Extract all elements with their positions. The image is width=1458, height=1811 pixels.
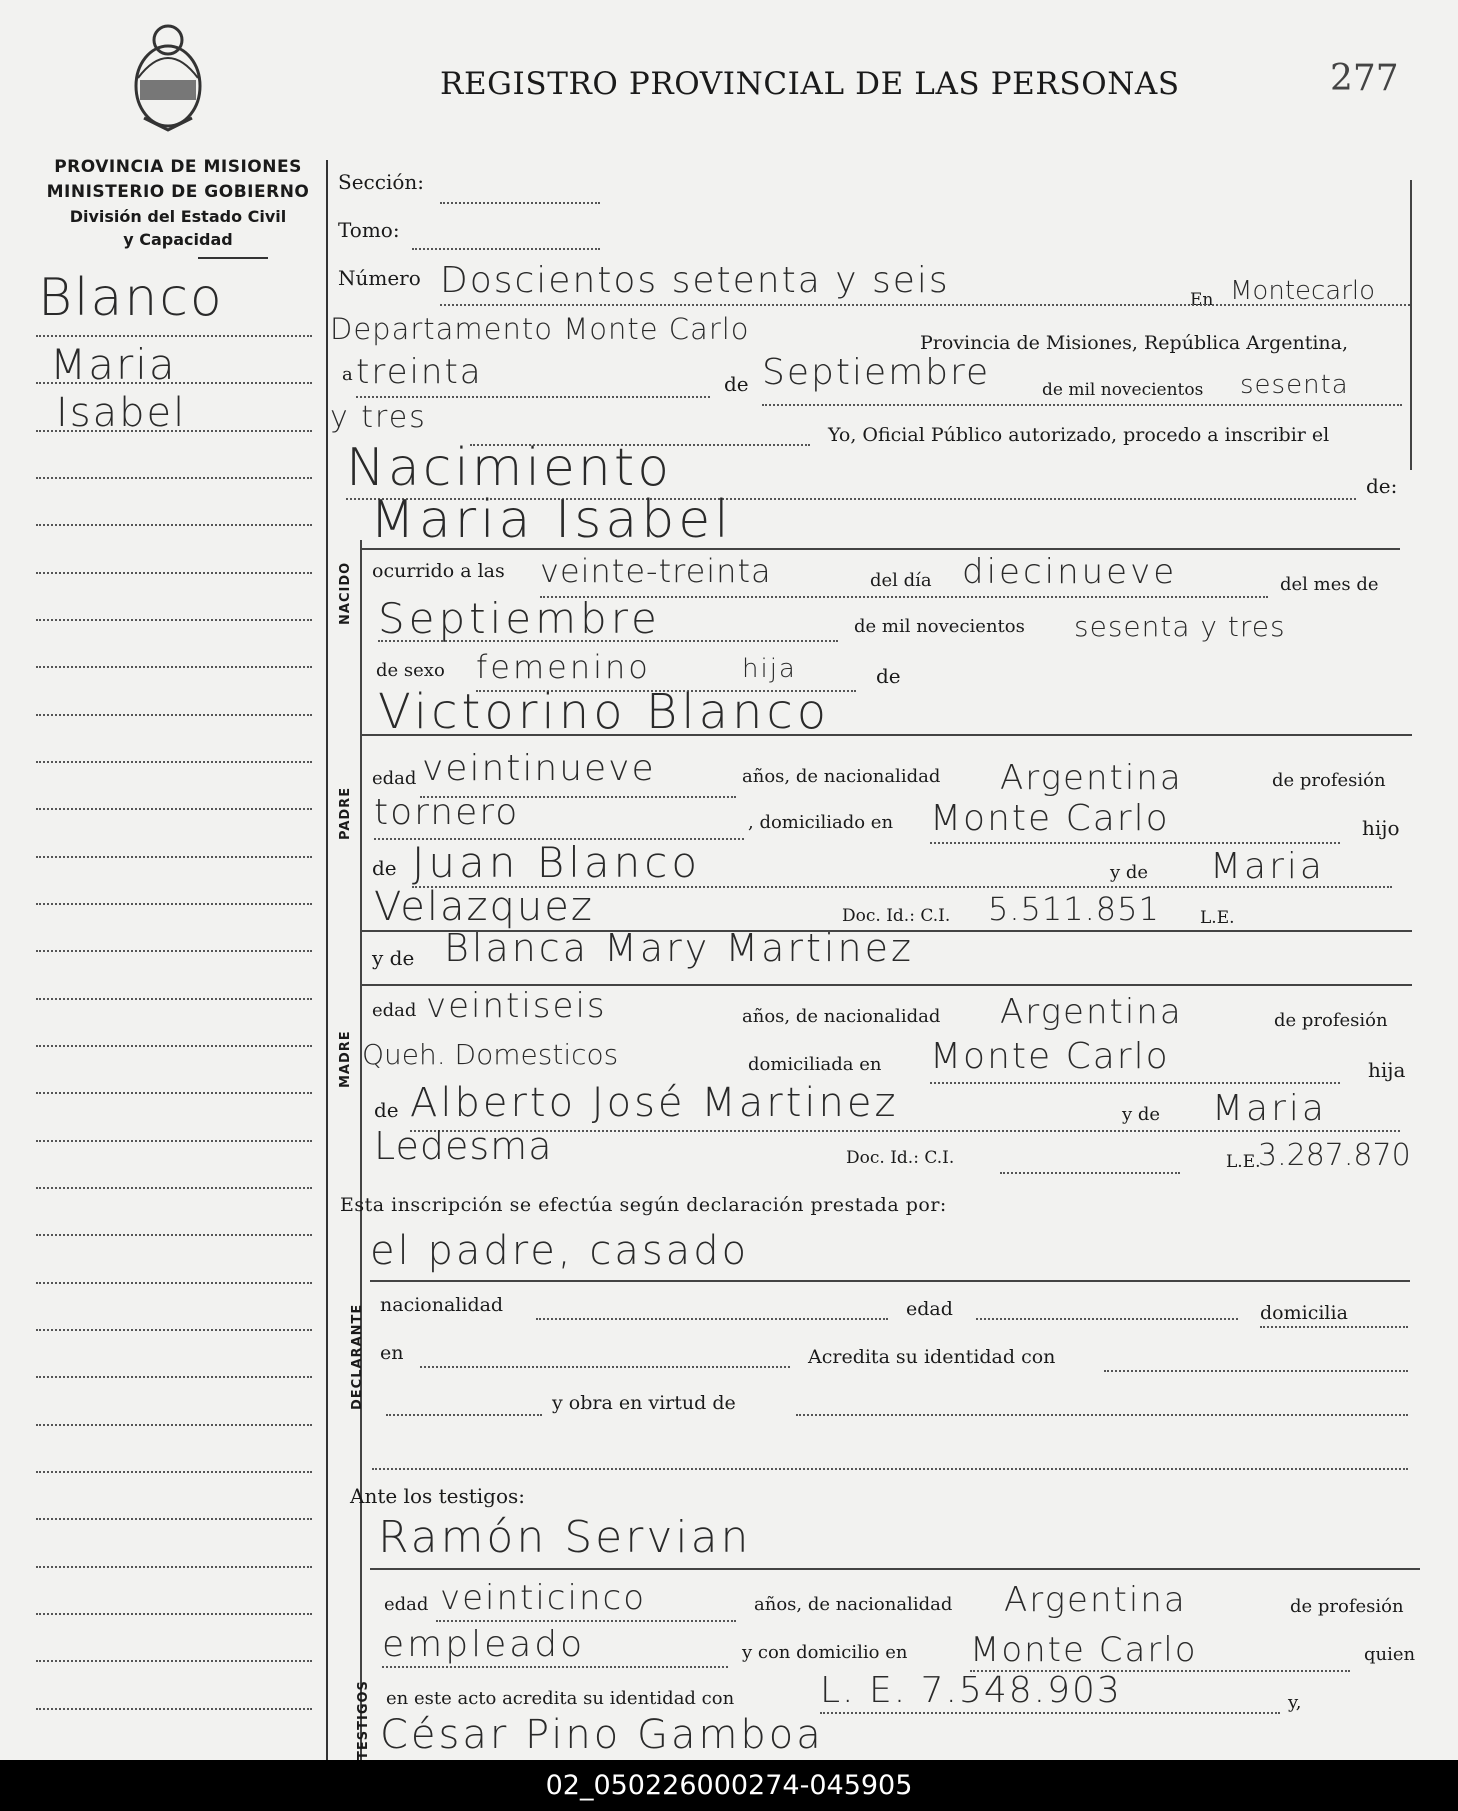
- a-label: a: [342, 364, 353, 385]
- margin-line: [36, 856, 312, 858]
- padre-edad-value: veintinueve: [422, 748, 656, 789]
- margin-line: [36, 1376, 312, 1378]
- testigo1-doc-value: L. E. 7.548.903: [820, 1670, 1122, 1711]
- tomo-field: [412, 248, 600, 250]
- margin-line: [36, 1708, 312, 1710]
- margin-second-name: Isabel: [56, 390, 187, 436]
- declarante-section-label: DECLARANTE: [350, 1303, 365, 1410]
- nacido-section-label: NACIDO: [338, 561, 353, 625]
- padre-de-label: de: [372, 856, 397, 880]
- fecha-field-line: [762, 404, 1402, 406]
- nacido-anio-label: de mil novecientos: [854, 616, 1025, 637]
- declarante-en-label: en: [380, 1342, 404, 1364]
- padre-profesion-value: tornero: [374, 792, 520, 833]
- divider: [360, 540, 362, 1770]
- testigo1-edad-value: veinticinco: [440, 1578, 646, 1618]
- testigo-domicilio-label: y con domicilio en: [742, 1642, 908, 1663]
- fecha-dia-field: [356, 396, 710, 398]
- margin-line: [36, 998, 312, 1000]
- oficial-text: Yo, Oficial Público autorizado, procedo a inscribir el: [828, 424, 1330, 446]
- declarante-intro: Esta inscripción se efectúa según declaración prestada por:: [340, 1194, 947, 1216]
- declarante-acredita-label: Acredita su identidad con: [808, 1346, 1056, 1368]
- testigo-nac-label: años, de nacionalidad: [754, 1594, 953, 1615]
- testigo1-nombre-field: [370, 1568, 1420, 1570]
- padre-hijo-label: hijo: [1362, 816, 1400, 840]
- madre-le-label: L.E.: [1226, 1152, 1261, 1172]
- anio-label: de mil novecientos: [1042, 380, 1204, 400]
- province-label: PROVINCIA DE MISIONES: [54, 157, 302, 177]
- de-label: de: [724, 372, 749, 396]
- margin-line: [36, 903, 312, 905]
- inscripto-field-line: [360, 548, 1400, 550]
- madre-profesion-label: de profesión: [1274, 1010, 1388, 1031]
- margin-line: [36, 1518, 312, 1520]
- testigo-quien-label: quien: [1364, 1644, 1416, 1665]
- padre-nac-label: años, de nacionalidad: [742, 766, 941, 787]
- madre-domicilio-value: Monte Carlo: [930, 1036, 1170, 1077]
- declarante-obra-label: y obra en virtud de: [552, 1392, 736, 1414]
- padre-doc-value: 5.511.851: [988, 890, 1160, 928]
- testigo1-domicilio-value: Monte Carlo: [970, 1630, 1198, 1670]
- nacido-anio-value: sesenta y tres: [1074, 610, 1286, 643]
- tomo-label: Tomo:: [338, 218, 400, 242]
- madre-nacionalidad-value: Argentina: [1000, 992, 1183, 1032]
- divider: [1410, 180, 1412, 470]
- testigo1-nacionalidad-value: Argentina: [1004, 1580, 1187, 1620]
- madre-nombre-value: Blanca Mary Martinez: [444, 926, 914, 970]
- del-dia-label: del día: [870, 570, 932, 591]
- padre-domiciliado-label: , domiciliado en: [748, 812, 894, 833]
- margin-line: [36, 761, 312, 763]
- madre-profesion-value: Queh. Domesticos: [362, 1038, 619, 1071]
- declarante-value: el padre, casado: [370, 1228, 750, 1274]
- margin-line: [36, 430, 312, 432]
- departamento-value: Departamento Monte Carlo: [330, 312, 750, 346]
- testigo-acredita-label: en este acto acredita su identidad con: [386, 1688, 735, 1709]
- fecha-mes-value: Septiembre: [762, 352, 991, 393]
- ministry-label: MINISTERIO DE GOBIERNO: [46, 182, 310, 202]
- seccion-label: Sección:: [338, 170, 424, 194]
- testigo1-nombre-value: Ramón Servian: [378, 1512, 752, 1563]
- margin-line: [36, 1424, 312, 1426]
- testigo-edad-label: edad: [384, 1594, 429, 1615]
- padre-le-label: L.E.: [1200, 908, 1235, 928]
- acto-value: Nacimiento: [346, 438, 673, 498]
- margin-line: [36, 950, 312, 952]
- margin-line: [36, 1660, 312, 1662]
- margin-line: [36, 1471, 312, 1473]
- margin-line: [36, 666, 312, 668]
- numero-label: Número: [338, 266, 421, 290]
- margin-line: [36, 382, 312, 384]
- padre-domicilio-field: [930, 842, 1340, 844]
- del-mes-label: del mes de: [1280, 574, 1379, 595]
- hora-value: veinte-treinta: [540, 552, 772, 590]
- abuela-paterna-value-2: Velazquez: [374, 884, 594, 930]
- margin-line: [36, 1045, 312, 1047]
- madre-ascendencia-field: [410, 1130, 1400, 1132]
- declarante-edad-label: edad: [906, 1298, 953, 1320]
- madre-hija-label: hija: [1368, 1058, 1406, 1082]
- division-label: División del Estado Civil: [69, 207, 287, 226]
- de-colon-label: de:: [1366, 474, 1398, 498]
- anio-value: sesenta: [1240, 370, 1349, 400]
- declarante-edad-field: [976, 1318, 1238, 1320]
- margin-line: [36, 572, 312, 574]
- numero-value: Doscientos setenta y seis: [440, 260, 950, 301]
- padre-section-label: PADRE: [338, 786, 353, 840]
- folio-number: 277: [1330, 58, 1399, 99]
- en-label: En: [1190, 290, 1214, 310]
- sexo-label: de sexo: [376, 660, 445, 681]
- abuela-materna-value-2: Ledesma: [374, 1124, 553, 1168]
- margin-line: [36, 1187, 312, 1189]
- margin-line: [36, 1140, 312, 1142]
- padre-y-de-label: y de: [1110, 862, 1149, 883]
- anio-value-2: y tres: [330, 400, 427, 435]
- nacido-mes-value: Septiembre: [378, 594, 661, 643]
- madre-y-de-label: y de: [372, 946, 415, 970]
- madre-doc-label: Doc. Id.: C.I.: [846, 1148, 955, 1168]
- testigo1-edad-field: [436, 1620, 736, 1622]
- abuela-paterna-value: Maria: [1210, 846, 1325, 887]
- padre-nombre-value: Victorino Blanco: [378, 684, 831, 740]
- declarante-domicilia-field: [1260, 1326, 1408, 1328]
- seccion-field: [440, 202, 600, 204]
- madre-doc-field: [1000, 1172, 1180, 1174]
- declarante-domicilia-label: domicilia: [1260, 1302, 1348, 1324]
- margin-line: [36, 524, 312, 526]
- margin-line: [36, 1566, 312, 1568]
- margin-line: [36, 714, 312, 716]
- madre-domiciliada-label: domiciliada en: [748, 1054, 882, 1075]
- margin-line: [36, 1329, 312, 1331]
- numero-field-line: [440, 304, 1410, 306]
- margin-line: [36, 1092, 312, 1094]
- margin-line: [36, 477, 312, 479]
- margin-first-name: Maria: [50, 340, 177, 389]
- hijo-label: hija: [742, 654, 797, 684]
- declarante-nacionalidad-label: nacionalidad: [380, 1294, 504, 1316]
- page-title: REGISTRO PROVINCIAL DE LAS PERSONAS: [440, 66, 1180, 102]
- testigo1-profesion-field: [382, 1666, 728, 1668]
- nacido-de-label: de: [876, 664, 901, 688]
- declarante-nacionalidad-field: [536, 1318, 888, 1320]
- madre-le-value: 3.287.870: [1258, 1138, 1411, 1173]
- declarante-acredita-field: [1104, 1370, 1408, 1372]
- abuelo-paterno-value: Juan Blanco: [412, 838, 702, 887]
- margin-line: [36, 808, 312, 810]
- margin-line: [36, 335, 312, 337]
- en-value: Montecarlo: [1230, 276, 1376, 306]
- declarante-obra-field-start: [386, 1414, 542, 1416]
- abuelo-materno-value: Alberto José Martinez: [410, 1080, 899, 1126]
- madre-nac-label: años, de nacionalidad: [742, 1006, 941, 1027]
- padre-doc-label: Doc. Id.: C.I.: [842, 906, 951, 926]
- declarante-field-line: [370, 1280, 1410, 1282]
- declarante-en-field: [420, 1366, 790, 1368]
- margin-surname: Blanco: [38, 268, 224, 328]
- provincia-text: Provincia de Misiones, República Argentina,: [920, 332, 1349, 354]
- sexo-value: femenino: [476, 648, 651, 686]
- testigo1-doc-field: [820, 1712, 1280, 1714]
- ocurrido-label: ocurrido a las: [372, 560, 505, 582]
- madre-section-label: MADRE: [338, 1030, 353, 1088]
- divider: [198, 257, 268, 259]
- coat-of-arms-icon: [124, 18, 212, 138]
- padre-edad-label: edad: [372, 768, 417, 789]
- inscripto-value: Maria Isabel: [370, 490, 733, 550]
- madre-de-label: de: [374, 1098, 399, 1122]
- margin-line: [36, 1613, 312, 1615]
- padre-profesion-label: de profesión: [1272, 770, 1386, 791]
- testigos-section-label: TESTIGOS: [356, 1680, 371, 1760]
- declarante-extra-field: [372, 1468, 1408, 1470]
- madre-y-de2-label: y de: [1122, 1104, 1161, 1125]
- madre-edad-value: veintiseis: [426, 986, 607, 1026]
- margin-line: [36, 619, 312, 621]
- madre-domicilio-field: [930, 1082, 1340, 1084]
- margin-line: [36, 1282, 312, 1284]
- abuela-materna-value: Maria: [1212, 1088, 1327, 1129]
- madre-edad-label: edad: [372, 1000, 417, 1021]
- testigo-y-label: y,: [1288, 1692, 1302, 1713]
- testigos-intro: Ante los testigos:: [350, 1484, 526, 1508]
- fecha-dia-value: treinta: [356, 352, 483, 392]
- footer-bar: [0, 1760, 1458, 1811]
- margin-line: [36, 1234, 312, 1236]
- nacido-dia-value: diecinueve: [962, 552, 1178, 592]
- declarante-obra-field: [796, 1414, 1408, 1416]
- testigo2-nombre-value: César Pino Gamboa: [380, 1712, 824, 1758]
- divider: [326, 160, 328, 1760]
- padre-nacionalidad-value: Argentina: [1000, 758, 1183, 798]
- document-code: 02_050226000274-045905: [545, 1770, 913, 1801]
- padre-domicilio-value: Monte Carlo: [930, 798, 1170, 839]
- testigo1-profesion-value: empleado: [382, 1624, 586, 1665]
- issuing-authority: [28, 155, 328, 259]
- nacido-mes-field: [378, 640, 838, 642]
- capacity-label: y Capacidad: [123, 230, 233, 249]
- testigo-profesion-label: de profesión: [1290, 1596, 1404, 1617]
